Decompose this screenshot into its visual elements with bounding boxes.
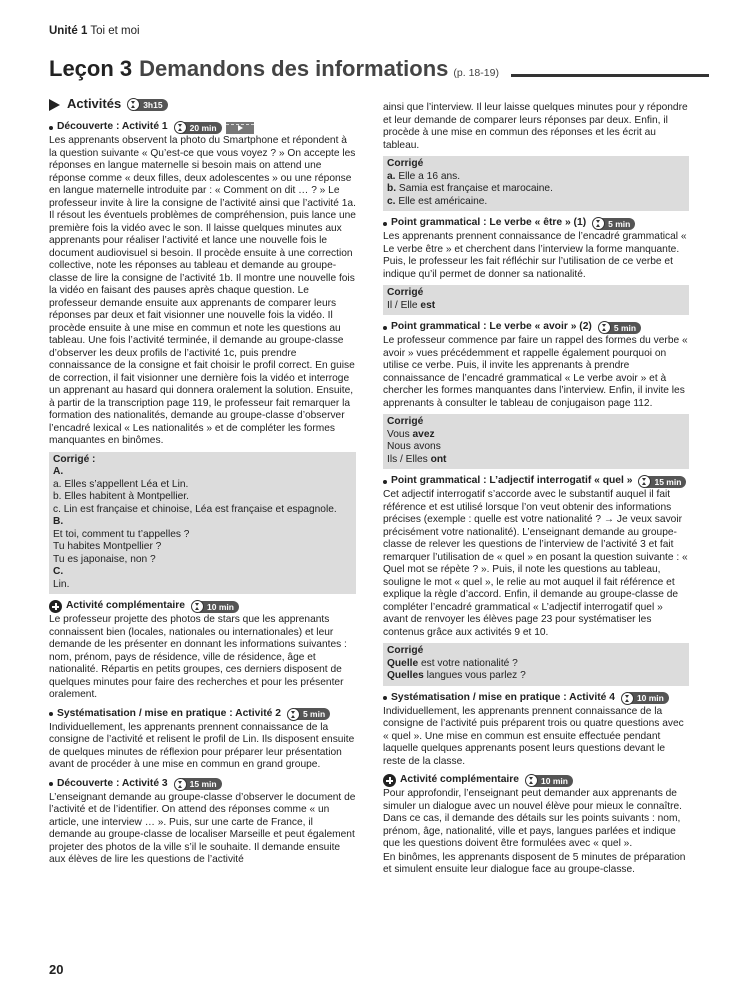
corrige-text: Elle a 16 ans. bbox=[398, 170, 461, 182]
corrige-line: a. Elles s’appellent Léa et Lin. bbox=[53, 478, 189, 490]
bullet-icon bbox=[383, 480, 387, 484]
corrige-line bbox=[387, 196, 685, 209]
point-grammatical-1-timer bbox=[592, 217, 635, 230]
right-column bbox=[383, 101, 689, 877]
corrige-etre bbox=[383, 285, 689, 315]
complementaire-2-heading bbox=[383, 774, 689, 787]
corrige-label: Corrigé bbox=[387, 287, 424, 298]
unit-label: Unité 1 bbox=[49, 25, 88, 37]
decouverte-3-title: Découverte : Activité 3 bbox=[57, 777, 168, 789]
triangle-icon bbox=[49, 99, 60, 111]
point-grammatical-3-body: Cet adjectif interrogatif s’accorde avec le substantif auquel il fait référence et est utilisé lorsque l’on veut obtenir des informations précises (exemple : quelle est votre nationalité ? → Je veux savoir précisément votre nationalité). L’enseignant demande au groupe-classe de relever les questions de l’interview de l’activité 3 et fait remarquer l’utilisation de « quel » en posant la question suivante : « Quel mot se répète ? ». Puis, il note les questions au tableau, souligne le mot « quel », le relie au mot auquel il fait référence et explique la règle d’accord. Enfin, il demande au groupe-classe de compléter l’encadré grammatical « L’adjectif interrogatif quel » avant de renvoyer les élèves page 23 pour systématiser les contenus grâce aux activités 9 et 10. bbox=[383, 489, 688, 638]
hourglass-icon bbox=[621, 692, 634, 705]
corrige-line bbox=[387, 300, 685, 313]
corrige-line bbox=[387, 429, 685, 442]
complementaire-2-body-2: En binômes, les apprenants disposent de 5 minutes de préparation et simulent ensuite leur dialogue face au groupe-classe. bbox=[383, 851, 686, 875]
hourglass-icon bbox=[598, 321, 611, 334]
corrige-line bbox=[387, 441, 685, 454]
corrige-text: Elle est américaine. bbox=[398, 195, 488, 207]
lesson-number: Leçon 3 bbox=[49, 56, 133, 81]
corrige-letter: a. bbox=[387, 170, 396, 182]
complementaire-1-body: Le professeur projette des photos de stars que les apprenants connaissent bien (locales, nationales ou internationales) et leur demande de les présenter en donnant les informations suivantes : nom, prénom, pays de résidence, ville de résidence, âge et nationalité. Répartis en petits groupes, ces derniers disposent de quelques minutes pour faire des recherches et pour les présenter oralement. bbox=[49, 614, 347, 700]
corrige-bold: Quelles bbox=[387, 670, 424, 681]
bullet-icon bbox=[383, 326, 387, 330]
corrige-line: Tu es japonaise, non ? bbox=[53, 553, 156, 565]
decouverte-3-heading bbox=[49, 778, 356, 791]
page-number: 20 bbox=[49, 962, 64, 977]
systematisation-2-timer bbox=[287, 708, 330, 721]
activities-label: Activités bbox=[67, 96, 122, 112]
hourglass-icon bbox=[191, 600, 204, 613]
point-grammatical-2-timer bbox=[598, 321, 641, 334]
corrige-label: Corrigé bbox=[387, 158, 424, 169]
corrige-line bbox=[387, 658, 685, 671]
corrige-letter: c. bbox=[387, 195, 396, 207]
corrige-bold: ont bbox=[430, 453, 447, 465]
corrige-line bbox=[387, 171, 685, 184]
point-grammatical-1-heading bbox=[383, 217, 689, 230]
point-grammatical-2-time: 5 min bbox=[606, 322, 641, 334]
corrige-text: est votre nationalité ? bbox=[418, 657, 518, 669]
corrige-text: Il / Elle bbox=[387, 299, 421, 311]
hourglass-icon bbox=[525, 774, 538, 787]
point-grammatical-3-heading bbox=[383, 475, 689, 488]
unit-header bbox=[49, 25, 140, 37]
point-grammatical-2-heading bbox=[383, 321, 689, 334]
decouverte-1-body: Les apprenants observent la photo du Smartphone et répondent à la question suivante « Qu’est-ce que vous voyez ? » On accepte les réponses en langue maternelle si besoin mais on attend une réponse comme « deux filles, deux adolescentes » ou une réponse en langue maternelle introduite par : « Comment on dit … ? » Le professeur invite à lire la consigne de l’activité ainsi que l’activité 1a. Il résout les éventuels problèmes de compréhension, puis lance une première fois la vidéo avec le son. Il laisse quelques minutes aux apprenants pour réaliser l’activité et lance une nouvelle fois le document audiovisuel si besoin. Il procède ensuite à une correction collective, note les réponses au tableau et demande au groupe-classe de lire la consigne de l’activité 1b. Il montre une nouvelle fois la vidéo en faisant des pauses après chaque question. Le professeur demande ensuite aux apprenants de comparer leurs réponses par deux et fait visionner une nouvelle fois la vidéo. Il procède ensuite à une mise en commun et note les questions au tableau. Une fois l’activité terminée, il demande au groupe-classe d’observer les deux profils de l’activité 1c, puis prendre connaissance de la consigne et fait choisir le profil correct. En guise de correction, il fait visionner une dernière fois la vidéo et interroge un apprenant au hasard qui donnera oralement la solution. Ensuite, à partir de la transcription page 119, le professeur fait remarquer la formation des nationalités, demande au groupe-classe d’observer l’encadré lexical « Les nationalités » et de compléter les formes manquantes en binômes. bbox=[49, 135, 356, 446]
corrige-line bbox=[387, 183, 685, 196]
activities-heading bbox=[49, 98, 356, 111]
complementaire-1-title: Activité complémentaire bbox=[66, 600, 186, 612]
activities-time: 3h15 bbox=[135, 99, 167, 111]
corrige-activite-3 bbox=[383, 156, 689, 211]
point-grammatical-2-body: Le professeur commence par faire un rappel des formes du verbe « avoir » vues précédemment et rappelle également pourquoi on utilise ce verbe. Puis, il invite les apprenants à prendre connaissance de l’encadré grammatical « Le verbe avoir » et à chercher les formes manquantes dans l’interview. Enfin, il invite les apprenants à consulter le tableau de conjugaison page 112. bbox=[383, 335, 688, 409]
corrige-line: C. bbox=[53, 566, 64, 577]
corrige-line bbox=[387, 670, 685, 683]
corrige-label: Corrigé bbox=[387, 416, 424, 427]
decouverte-1-time: 20 min bbox=[182, 122, 222, 134]
lesson-title bbox=[49, 56, 709, 88]
systematisation-4-body: Individuellement, les apprenants prennent connaissance de la consigne de l’activité puis préparent trois ou quatre questions avec « quel ». Une mise en commun est ensuite effectuée pendant laquelle quelques apprenants posent leurs questions devant le reste de la classe. bbox=[383, 705, 684, 767]
complementaire-2-body: Pour approfondir, l’enseignant peut demander aux apprenants de simuler un dialogue avec un nouvel élève pour mieux le connaître. Dans ce cas, il demande des détails sur les points suivants : nom, prénom, âge, nationalité, ville et pays, langues parlées et indique que les questions doivent être formulées avec « quel ». bbox=[383, 788, 683, 849]
corrige-avoir bbox=[383, 414, 689, 469]
point-grammatical-2-title: Point grammatical : Le verbe « avoir » (2) bbox=[391, 321, 592, 333]
unit-title: Toi et moi bbox=[90, 25, 140, 37]
corrige-line: A. bbox=[53, 466, 64, 477]
corrige-line: b. Elles habitent à Montpellier. bbox=[53, 491, 189, 502]
bullet-icon bbox=[49, 126, 53, 130]
hourglass-icon bbox=[174, 778, 187, 791]
corrige-line: c. Lin est française et chinoise, Léa est française et espagnole. bbox=[53, 503, 337, 515]
decouverte-1-heading bbox=[49, 121, 356, 134]
complementaire-2-time: 10 min bbox=[533, 775, 573, 787]
systematisation-2-body: Individuellement, les apprenants prennent connaissance de la consigne de l’activité et relisent le profil de Lin. Ils disposent ensuite de quelques minutes de réflexion pour préparer leur présentation avant de procéder à une mise en commun en grand groupe. bbox=[49, 721, 355, 770]
activite-3-continued: ainsi que l’interview. Il leur laisse quelques minutes pour y répondre et leur demande de comparer leurs réponses par deux. Enfin, il procède à une mise en commun des réponses et les écrit au tableau. bbox=[383, 102, 688, 151]
corrige-label: Corrigé bbox=[387, 645, 424, 656]
corrige-quel bbox=[383, 643, 689, 686]
title-rule bbox=[511, 74, 709, 77]
decouverte-3-time: 15 min bbox=[182, 778, 222, 790]
corrige-text: Nous avons bbox=[387, 441, 441, 452]
decouverte-1-timer bbox=[174, 121, 222, 134]
point-grammatical-1-time: 5 min bbox=[600, 218, 635, 230]
corrige-line: Tu habites Montpellier ? bbox=[53, 541, 162, 552]
corrige-bold: avez bbox=[412, 428, 435, 440]
left-column bbox=[49, 98, 356, 867]
systematisation-4-title: Systématisation / mise en pratique : Activité 4 bbox=[391, 691, 615, 703]
complementaire-2-timer bbox=[525, 774, 573, 787]
corrige-text: Ils / Elles bbox=[387, 453, 431, 465]
corrige-line bbox=[387, 454, 685, 467]
systematisation-4-timer bbox=[621, 692, 669, 705]
corrige-line: Lin. bbox=[53, 578, 70, 590]
systematisation-2-title: Systématisation / mise en pratique : Activité 2 bbox=[57, 707, 281, 719]
corrige-bold: Quelle bbox=[387, 657, 419, 669]
corrige-text: langues vous parlez ? bbox=[423, 670, 526, 681]
decouverte-3-body: L’enseignant demande au groupe-classe d’observer le document de l’activité et de l’identifier. On attend des réponses comme « un article, une interview … ». Puis, sur une carte de France, il demande au groupe-classe de localiser Marseille et peut également projeter des photos de la ville s’il le souhaite. Il demande ensuite aux élèves de lire les questions de l’activité bbox=[49, 791, 356, 865]
corrige-line: Et toi, comment tu t’appelles ? bbox=[53, 528, 190, 540]
corrige-line: B. bbox=[53, 516, 64, 527]
corrige-bold: est bbox=[420, 299, 436, 311]
complementaire-1-heading bbox=[49, 600, 356, 613]
corrige-label: Corrigé : bbox=[53, 453, 96, 465]
hourglass-icon bbox=[287, 708, 300, 721]
decouverte-3-timer bbox=[174, 778, 222, 791]
decouverte-1-title: Découverte : Activité 1 bbox=[57, 121, 168, 133]
video-icon bbox=[226, 122, 254, 134]
systematisation-4-time: 10 min bbox=[629, 692, 669, 704]
bullet-icon bbox=[383, 222, 387, 226]
plus-circle-icon bbox=[383, 774, 396, 787]
corrige-activite-1 bbox=[49, 452, 356, 595]
systematisation-4-heading bbox=[383, 692, 689, 705]
corrige-text: Samia est française et marocaine. bbox=[398, 183, 553, 194]
complementaire-1-time: 10 min bbox=[199, 601, 239, 613]
lesson-pages: (p. 18-19) bbox=[453, 67, 499, 79]
bullet-icon bbox=[383, 696, 387, 700]
point-grammatical-3-title: Point grammatical : L’adjectif interrogatif « quel » bbox=[391, 475, 633, 487]
point-grammatical-1-body: Les apprenants prennent connaissance de l’encadré grammatical « Le verbe être » et cherchent dans l’interview la forme manquante. Puis, le professeur les fait réfléchir sur l’utilisation de ce verbe et indique qu’il permet de donner sa nationalité. bbox=[383, 231, 687, 280]
point-grammatical-1-title: Point grammatical : Le verbe « être » (1) bbox=[391, 217, 587, 229]
activities-timer bbox=[127, 98, 167, 111]
lesson-name: Demandons des informations bbox=[139, 56, 449, 81]
bullet-icon bbox=[49, 782, 53, 786]
complementaire-1-timer bbox=[191, 600, 239, 613]
hourglass-icon bbox=[174, 121, 187, 134]
systematisation-2-time: 5 min bbox=[295, 708, 330, 720]
plus-circle-icon bbox=[49, 600, 62, 613]
point-grammatical-3-time: 15 min bbox=[646, 476, 686, 488]
corrige-text: Vous bbox=[387, 428, 413, 440]
corrige-letter: b. bbox=[387, 183, 397, 194]
bullet-icon bbox=[49, 712, 53, 716]
complementaire-2-title: Activité complémentaire bbox=[400, 774, 520, 786]
point-grammatical-3-timer bbox=[638, 475, 686, 488]
systematisation-2-heading bbox=[49, 708, 356, 721]
